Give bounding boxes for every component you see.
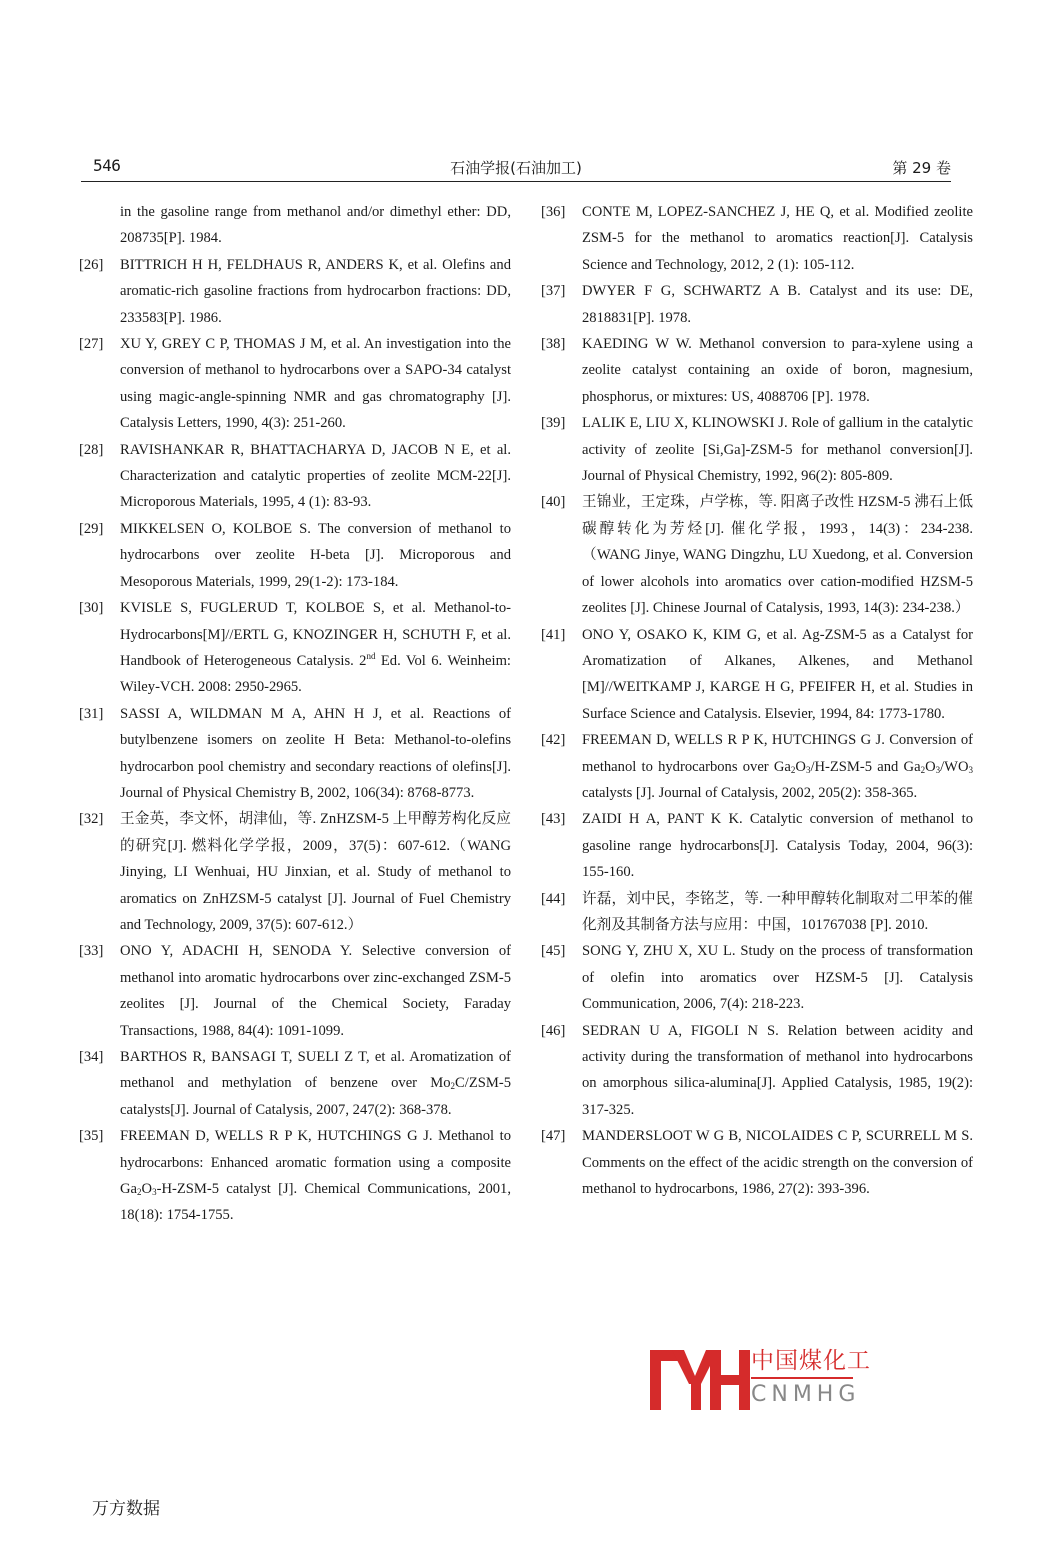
reference-text: SASSI A, WILDMAN M A, AHN H J, et al. Reactions of butylbenzene isomers on zeolite H Beta: Methanol-to-olefins hydrocarbon pool chemistry and secondary reactions of olefins[J]. Journal of Physical Chemistry B, 2002, 106(34): 8768-8773. <box>120 705 511 801</box>
reference-text: O <box>795 758 806 775</box>
reference-38 <box>541 331 973 410</box>
reference-text: O <box>925 758 936 775</box>
reference-number: [34] <box>79 1049 104 1065</box>
subscript: 2 <box>450 1081 456 1092</box>
reference-number: [36] <box>541 204 566 220</box>
reference-number: [47] <box>541 1128 566 1145</box>
reference-number: [42] <box>541 732 566 749</box>
left-column <box>79 199 511 1229</box>
reference-text: C/ZSM-5 catalysts[J]. Journal of Catalysis, 2007, 247(2): 368-378. <box>120 1075 511 1118</box>
subscript: 3 <box>935 764 941 775</box>
reference-number: [35] <box>79 1128 104 1145</box>
watermark-divider <box>751 1377 853 1379</box>
reference-30 <box>79 595 511 701</box>
reference-31 <box>79 701 511 807</box>
header-rule <box>81 181 951 182</box>
reference-29 <box>79 516 511 595</box>
source-footer: 万方数据 <box>92 1499 160 1519</box>
reference-text: XU Y, GREY C P, THOMAS J M, et al. An investigation into the conversion of methanol to hydrocarbons over a SAPO-34 catalyst using magic-angle-spinning NMR and gas chromatography [J]. Catalysis Letters, 1990, 4(3): 251-260. <box>120 336 511 432</box>
reference-43 <box>541 806 973 885</box>
reference-number: [39] <box>541 415 566 432</box>
reference-42 <box>541 727 973 806</box>
reference-text: SONG Y, ZHU X, XU L. Study on the process of transformation of olefin into aromatics over HZSM-5 [J]. Catalysis Communication, 2006, 7(4): 218-223. <box>582 943 973 1013</box>
reference-text: ONO Y, OSAKO K, KIM G, et al. Ag-ZSM-5 as a Catalyst for Aromatization of Alkanes, Alkenes, and Methanol [M]//WEITKAMP J, KARGE H G, PFEIFER H, et al. Studies in Surface Science and Catalysis. Elsevier, 1994, 84: 1773-1780. <box>582 626 973 722</box>
reference-text: /H-ZSM-5 and Ga <box>810 758 921 775</box>
right-column <box>541 199 973 1202</box>
subscript: 3 <box>152 1187 157 1198</box>
reference-text: Ed. Vol 6. Weinheim: Wiley-VCH. 2008: 2950-2965. <box>120 652 511 696</box>
reference-number: [45] <box>541 943 566 960</box>
reference-text: -H-ZSM-5 catalyst [J]. Chemical Communications, 2001, 18(18): 1754-1755. <box>120 1181 511 1224</box>
reference-number: [29] <box>79 520 104 537</box>
reference-text: BARTHOS R, BANSAGI T, SUELI Z T, et al. Aromatization of methanol and methylation of benzene over Mo <box>120 1049 511 1092</box>
reference-number: [40] <box>541 494 566 511</box>
reference-45 <box>541 938 973 1017</box>
reference-39 <box>541 410 973 489</box>
reference-text: SEDRAN U A, FIGOLI N S. Relation between acidity and activity during the transformation of methanol into hydrocarbons on amorphous silica-alumina[J]. Applied Catalysis, 1985, 19(2): 317-325. <box>582 1022 973 1118</box>
reference-41 <box>541 622 973 728</box>
reference-number: [43] <box>541 811 566 828</box>
reference-text: BITTRICH H H, FELDHAUS R, ANDERS K, et al. Olefins and aromatic-rich gasoline fractions from hydrocarbon fractions: DD, 233583[P]. 1986. <box>120 256 511 326</box>
volume-label: 第 29 卷 <box>892 159 951 177</box>
reference-35 <box>79 1123 511 1229</box>
reference-number: [31] <box>79 705 104 722</box>
reference-36 <box>541 199 973 278</box>
reference-text: DWYER F G, SCHWARTZ A B. Catalyst and its use: DE, 2818831[P]. 1978. <box>582 283 973 326</box>
reference-number: [27] <box>79 336 104 353</box>
reference-46 <box>541 1018 973 1124</box>
journal-title: 石油学报(石油加工) <box>450 159 582 177</box>
reference-text: KVISLE S, FUGLERUD T, KOLBOE S, et al. Methanol-to-Hydrocarbons[M]//ERTL G, KNOZINGER H, SCHUTH F, et al. Handbook of Heterogeneous Catalysis. 2 <box>120 600 511 669</box>
reference-text: FREEMAN D, WELLS R P K, HUTCHINGS G J. Methanol to hydrocarbons: Enhanced aromatic formation using a composite Ga <box>120 1128 511 1198</box>
reference-text: KAEDING W W. Methanol conversion to para-xylene using a zeolite catalyst containing an oxide of boron, magnesium, phosphorus, or mixtures: US, 4088706 [P]. 1978. <box>582 336 973 405</box>
reference-47 <box>541 1123 973 1202</box>
subscript: 3 <box>968 764 973 775</box>
reference-text: ZAIDI H A, PANT K K. Catalytic conversion of methanol to gasoline range hydrocarbons[J]. Catalysis Today, 2004, 96(3): 155-160. <box>582 811 973 881</box>
superscript: nd <box>366 650 376 661</box>
reference-44 <box>541 886 973 939</box>
reference-number: [30] <box>79 600 104 617</box>
reference-text: LALIK E, LIU X, KLINOWSKI J. Role of gallium in the catalytic activity of zeolite [Si,Ga]-ZSM-5 for methanol conversion[J]. Journal of Physical Chemistry, 1992, 96(2): 805-809. <box>582 415 973 485</box>
running-header <box>81 154 951 182</box>
reference-37 <box>541 278 973 331</box>
reference-26 <box>79 252 511 331</box>
subscript: 2 <box>920 764 926 775</box>
reference-number: [38] <box>541 336 566 353</box>
subscript: 2 <box>137 1187 142 1198</box>
subscript: 2 <box>790 764 796 775</box>
reference-text: 许磊，刘中民，李铭芝，等. 一种甲醇转化制取对二甲苯的催化剂及其制备方法与应用：中国，101767038 [P]. 2010. <box>582 890 973 933</box>
reference-number: [44] <box>541 890 566 907</box>
reference-number: [41] <box>541 626 566 643</box>
reference-number: [32] <box>79 811 104 828</box>
reference-text: 王金英，李文怀，胡津仙，等. ZnHZSM-5 上甲醇芳构化反应的研究[J]. 燃料化学学报，2009，37(5)：607-612.（WANG Jinying, LI Wenhuai, HU Jinxian, et al. Study of methanol to aromatics on ZnHZSM-5 catalyst [J]. Journal of Fuel Chemistry and Technology, 2009, 37(5): 607-612.） <box>120 811 511 933</box>
reference-number: [26] <box>79 256 104 273</box>
reference-continuation <box>79 199 511 252</box>
cnmhg-logo-icon <box>650 1350 750 1410</box>
reference-number: [46] <box>541 1022 566 1039</box>
reference-text: in the gasoline range from methanol and/or dimethyl ether: DD, 208735[P]. 1984. <box>120 204 511 247</box>
reference-text: 王锦业，王定珠，卢学栋，等. 阳离子改性 HZSM-5 沸石上低碳醇转化为芳烃[J]. 催化学报，1993，14(3)：234-238.（WANG Jinye, WANG Dingzhu, LU Xuedong, et al. Conversion of lower alcohols into aromatics over cation-modified HZSM-5 zeolites [J]. Chinese Journal of Catalysis, 1993, 14(3): 234-238.） <box>582 494 973 617</box>
reference-33 <box>79 938 511 1044</box>
watermark-english-name: CNMHG <box>751 1382 861 1407</box>
reference-text: /WO <box>940 758 969 775</box>
reference-34 <box>79 1044 511 1123</box>
reference-text: MANDERSLOOT W G B, NICOLAIDES C P, SCURRELL M S. Comments on the effect of the acidic strength on the conversion of methanol to hydrocarbons, 1986, 27(2): 393-396. <box>582 1128 973 1198</box>
reference-32 <box>79 806 511 938</box>
reference-text: ONO Y, ADACHI H, SENODA Y. Selective conversion of methanol into aromatic hydrocarbons over zinc-exchanged ZSM-5 zeolites [J]. Journal of the Chemical Society, Faraday Transactions, 1988, 84(4): 1091-1099. <box>120 943 511 1039</box>
reference-text: O <box>141 1181 153 1198</box>
reference-28 <box>79 437 511 516</box>
watermark-chinese-name: 中国煤化工 <box>751 1348 871 1374</box>
reference-number: [33] <box>79 943 104 960</box>
reference-text: FREEMAN D, WELLS R P K, HUTCHINGS G J. Conversion of methanol to hydrocarbons over Ga <box>582 732 973 775</box>
reference-27 <box>79 331 511 437</box>
reference-text: CONTE M, LOPEZ-SANCHEZ J, HE Q, et al. Modified zeolite ZSM-5 for the methanol to aromatics reaction[J]. Catalysis Science and Technology, 2012, 2 (1): 105-112. <box>582 204 973 273</box>
reference-text: MIKKELSEN O, KOLBOE S. The conversion of methanol to hydrocarbons over zeolite H-beta [J]. Microporous and Mesoporous Materials, 1999, 29(1-2): 173-184. <box>120 520 511 590</box>
reference-text: RAVISHANKAR R, BHATTACHARYA D, JACOB N E, et al. Characterization and catalytic properties of zeolite MCM-22[J]. Microporous Materials, 1995, 4 (1): 83-93. <box>120 441 511 511</box>
page-number: 546 <box>93 156 121 175</box>
reference-number: [37] <box>541 283 566 300</box>
reference-text: catalysts [J]. Journal of Catalysis, 2002, 205(2): 358-365. <box>582 784 918 801</box>
watermark <box>650 1348 880 1412</box>
reference-40 <box>541 489 973 621</box>
subscript: 3 <box>805 764 811 775</box>
reference-number: [28] <box>79 441 104 458</box>
